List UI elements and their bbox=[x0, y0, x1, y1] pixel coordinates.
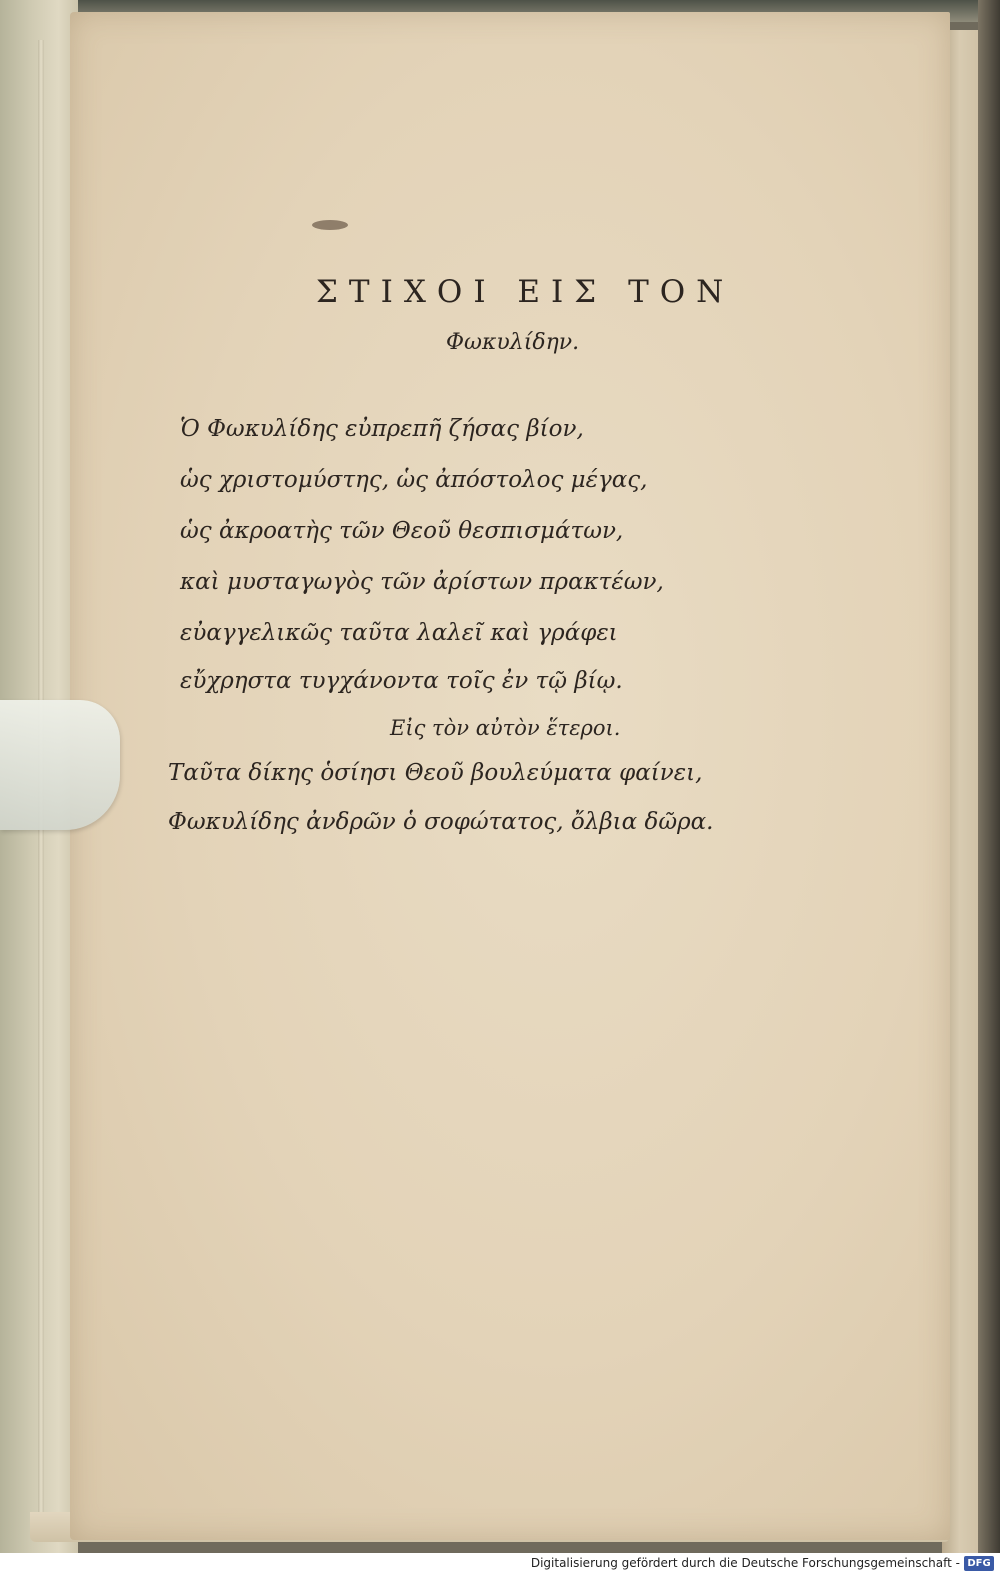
verse-line: ὡς ἀκροατὴς τῶν Θεοῦ θεσπισμάτων, bbox=[180, 518, 624, 544]
verse-line: Φωκυλίδης ἀνδρῶν ὁ σοφώτατος, ὄλβια δῶρα. bbox=[168, 809, 714, 835]
verse-line: Ὁ Φωκυλίδης εὐπρεπῆ ζήσας βίον, bbox=[180, 416, 584, 442]
ink-smudge bbox=[312, 220, 348, 230]
page-heading: ΣΤΙΧΟΙ ΕΙΣ ΤΟΝ bbox=[316, 274, 735, 310]
dfg-logo-icon: DFG bbox=[964, 1556, 994, 1571]
verse-line: εὔχρηστα τυγχάνοντα τοῖς ἐν τῷ βίῳ. bbox=[180, 668, 623, 694]
footer-bar bbox=[0, 1553, 1000, 1574]
page-subheading: Φωκυλίδην. bbox=[446, 330, 580, 355]
verse-line: καὶ μυσταγωγὸς τῶν ἀρίστων πρακτέων, bbox=[180, 569, 664, 595]
page-tab-marker bbox=[0, 700, 120, 830]
right-cover-edge bbox=[978, 0, 1000, 1553]
funding-notice: Digitalisierung gefördert durch die Deutsche Forschungsgemeinschaft - bbox=[530, 1556, 960, 1570]
verse-line: Ταῦτα δίκης ὁσίησι Θεοῦ βουλεύματα φαίνει, bbox=[168, 760, 703, 786]
section-subtitle: Εἰς τὸν αὐτὸν ἕτεροι. bbox=[390, 716, 621, 740]
verse-line: ὡς χριστομύστης, ὡς ἀπόστολος μέγας, bbox=[180, 467, 648, 493]
verse-line: εὐαγγελικῶς ταῦτα λαλεῖ καὶ γράφει bbox=[180, 620, 618, 646]
